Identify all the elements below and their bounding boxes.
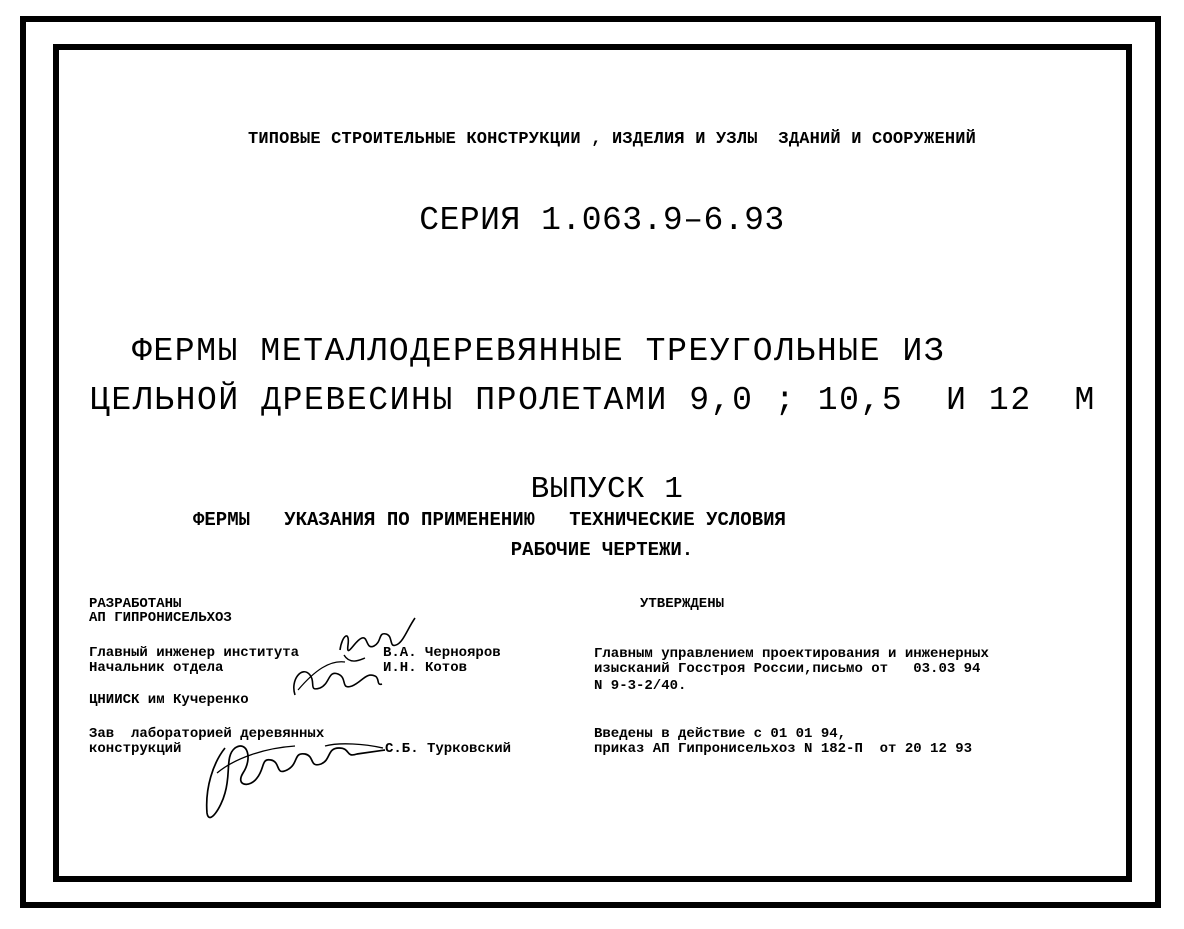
approved-line-3: N 9-3-2/40.	[594, 678, 687, 694]
issue-number: ВЫПУСК 1	[530, 472, 684, 507]
role-lab-head-line-1: Зав лабораторией деревянных	[89, 726, 325, 742]
signature-chernoyarov-kotov	[270, 610, 420, 705]
series-number: СЕРИЯ 1.063.9–6.93	[419, 202, 785, 239]
org-tsniisk: ЦНИИСК им Кучеренко	[89, 692, 249, 708]
role-department-head: Начальник отдела	[89, 660, 224, 676]
header-text: ТИПОВЫЕ СТРОИТЕЛЬНЫЕ КОНСТРУКЦИИ , ИЗДЕЛИЯ И УЗЛЫ ЗДАНИЙ И СООРУЖЕНИЙ	[247, 130, 977, 149]
title-line-1: ФЕРМЫ МЕТАЛЛОДЕРЕВЯННЫЕ ТРЕУГОЛЬНЫЕ ИЗ	[132, 333, 946, 370]
signature-turkovsky	[195, 718, 390, 828]
title-line-2: ЦЕЛЬНОЙ ДРЕВЕСИНЫ ПРОЛЕТАМИ 9,0 ; 10,5 И 12 М	[90, 382, 1096, 419]
approved-heading: УТВЕРЖДЕНЫ	[640, 596, 725, 612]
enacted-line-1: Введены в действие с 01 01 94,	[594, 726, 847, 742]
role-lab-head-line-2: конструкций	[89, 741, 182, 757]
approved-line-2: изысканий Госстроя России,письмо от 03.03 94	[594, 661, 981, 677]
subtitle-line-2: РАБОЧИЕ ЧЕРТЕЖИ.	[510, 539, 694, 561]
name-kotov: И.Н. Котов	[383, 660, 468, 676]
role-chief-engineer: Главный инженер института	[89, 645, 300, 661]
approved-line-1: Главным управлением проектирования и инженерных	[594, 646, 989, 662]
name-chernoyarov: В.А. Черноярoв	[383, 645, 501, 661]
developed-org: АП ГИПРОНИСЕЛЬХОЗ	[89, 610, 232, 626]
enacted-line-2: приказ АП Гипронисельхоз N 182-П от 20 12 93	[594, 741, 973, 757]
subtitle-line-1: ФЕРМЫ УКАЗАНИЯ ПО ПРИМЕНЕНИЮ ТЕХНИЧЕСКИЕ УСЛОВИЯ	[193, 509, 786, 531]
developed-heading: РАЗРАБОТАНЫ	[89, 596, 182, 612]
name-turkovsky: С.Б. Турковский	[385, 741, 512, 757]
